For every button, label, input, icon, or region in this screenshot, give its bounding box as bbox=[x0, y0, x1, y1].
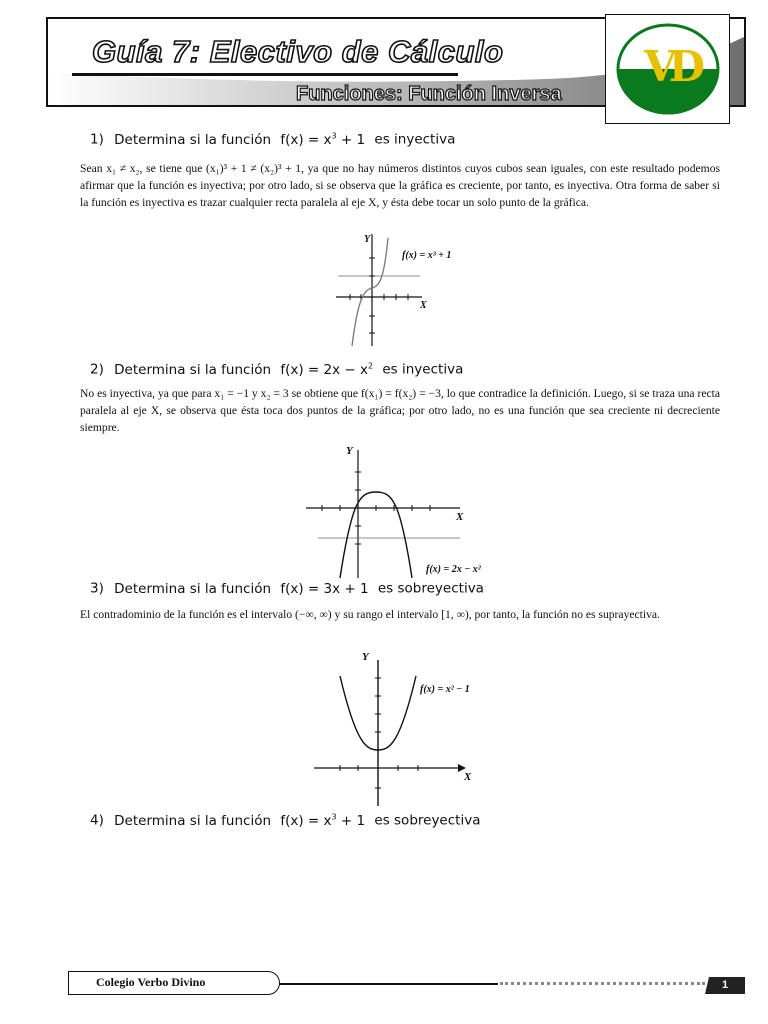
question-number: 2) bbox=[90, 361, 104, 378]
question-suffix: es inyectiva bbox=[374, 131, 456, 148]
answer-2: No es inyectiva, ya que para x₁ = −1 y x₂ = 3 se obtiene que f(x₁) = f(x₂) = −3, lo que contradice la definición. Luego, si se traza una recta paralela al eje X, se observa que ésta toca dos puntos de la gráfica; por otro lado, no es una función que sea creciente ni decreciente siempre. bbox=[80, 387, 720, 434]
question-suffix: es sobreyectiva bbox=[377, 580, 484, 597]
question-3 bbox=[90, 580, 484, 597]
footer-dotted-line bbox=[500, 982, 705, 985]
question-number: 4) bbox=[90, 812, 104, 829]
graph-2-x-label: X bbox=[456, 511, 464, 523]
page-title: Guía 7: Electivo de Cálculo bbox=[92, 34, 504, 69]
title-underline bbox=[72, 73, 458, 76]
question-4 bbox=[90, 812, 480, 829]
question-formula: $f(x) = 2x - x^2$ bbox=[280, 361, 374, 378]
question-number: 3) bbox=[90, 580, 104, 597]
graph-3-x-label: X bbox=[464, 771, 472, 783]
graph-2-function-label: f(x) = 2x − x² bbox=[426, 564, 481, 575]
question-prefix: Determina si la función bbox=[114, 580, 272, 597]
graph-1 bbox=[330, 228, 460, 348]
answer-1: Sean x₁ ≠ x₂, se tiene que (x₁)³ + 1 ≠ (x₂)³ + 1, ya que no hay números distintos cuyos cubos sean iguales, con este resultado podemos afirmar que la función es inyectiva; por otro lado, si se observa que la gráfica es creciente, por tanto, es inyectiva. Otra forma de saber si la función es inyectiva es trazar cualquier recta paralela al eje X, y ésta debe tocar un solo punto de la gráfica. bbox=[80, 162, 720, 209]
answer-3: El contradominio de la función es el intervalo (−∞, ∞) y su rango el intervalo [1, ∞), por tanto, la función no es suprayectiva. bbox=[80, 608, 660, 621]
graph-3-function-label: f(x) = x² − 1 bbox=[420, 684, 470, 695]
question-prefix: Determina si la función bbox=[114, 812, 272, 829]
question-prefix: Determina si la función bbox=[114, 361, 272, 378]
graph-3 bbox=[310, 648, 485, 808]
graph-1-curve bbox=[352, 238, 388, 346]
question-formula: $f(x) = x^3 + 1$ bbox=[280, 812, 366, 829]
logo-letters: VD bbox=[644, 42, 698, 91]
question-2 bbox=[90, 361, 463, 378]
graph-2-y-label: Y bbox=[346, 445, 353, 457]
page-subtitle: Funciones: Función Inversa bbox=[296, 83, 562, 105]
question-number: 1) bbox=[90, 131, 104, 148]
page-number: 1 bbox=[722, 979, 729, 991]
question-formula: f(x) = 3x + 1 bbox=[280, 580, 369, 597]
graph-2 bbox=[300, 440, 510, 580]
question-formula: $f(x) = x^3 + 1$ bbox=[280, 131, 366, 148]
question-suffix: es sobreyectiva bbox=[374, 812, 481, 829]
graph-3-y-label: Y bbox=[362, 651, 369, 663]
footer-school-name: Colegio Verbo Divino bbox=[96, 975, 206, 989]
graph-1-function-label: f(x) = x³ + 1 bbox=[402, 250, 452, 261]
graph-1-y-label: Y bbox=[364, 234, 371, 245]
question-prefix: Determina si la función bbox=[114, 131, 272, 148]
graph-2-parabola bbox=[340, 492, 412, 578]
graph-1-x-label: X bbox=[420, 300, 427, 311]
school-logo bbox=[605, 14, 730, 124]
question-1 bbox=[90, 131, 455, 148]
question-suffix: es inyectiva bbox=[382, 361, 464, 378]
